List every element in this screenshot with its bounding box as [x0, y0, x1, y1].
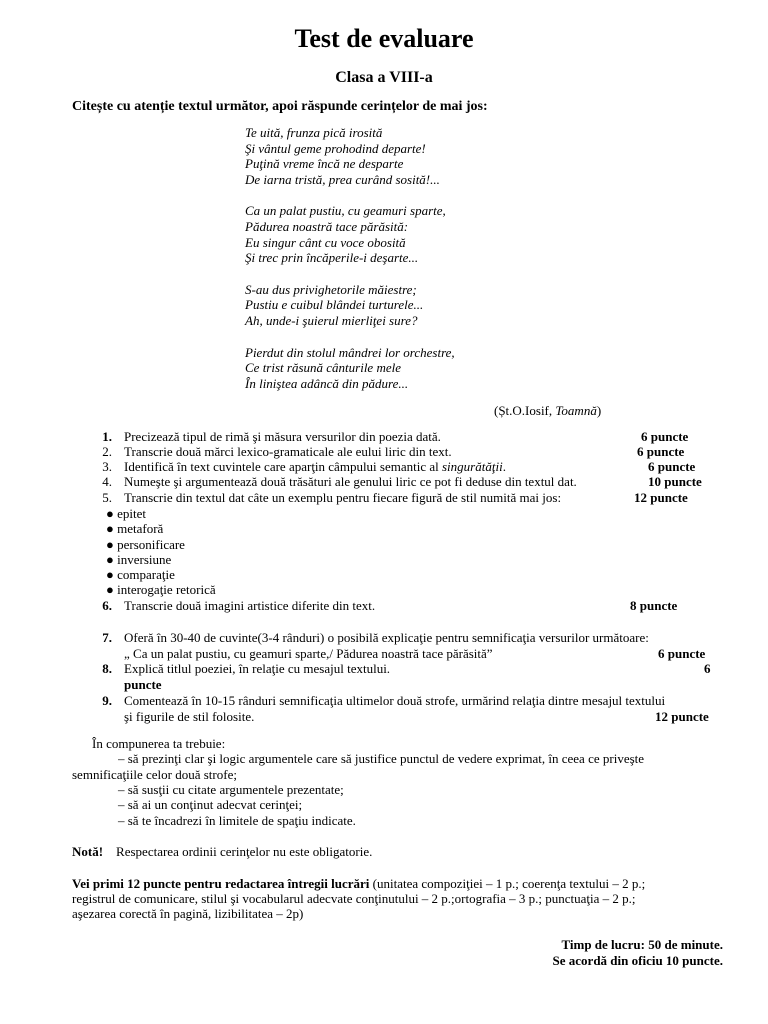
source-suffix: ) [596, 403, 602, 418]
poem-line: Eu singur cânt cu voce obosită [245, 234, 406, 250]
question-number: 1. [102, 429, 112, 444]
poem-line: Ah, unde-i şuierul mierliţei sure? [245, 312, 418, 328]
grading-line-3: aşezarea corectă în pagină, lizibilitatea – 2p) [72, 906, 304, 921]
source-work: Toamnă [555, 403, 597, 418]
instruction: Citește cu atenție textul următor, apoi răspunde cerințelor de mai jos: [72, 99, 488, 114]
poem-line: Şi vântul geme prohodind departe! [245, 140, 426, 156]
question-number: 5. [102, 490, 112, 505]
question-text: Transcrie două imagini artistice diferite din text. [124, 598, 376, 613]
question-points-value: 6 [704, 661, 711, 676]
requirements-intro: În compunerea ta trebuie: [92, 736, 226, 751]
grading-line-1 [72, 876, 645, 891]
poem-stanza [245, 203, 455, 265]
question-number: 2. [102, 444, 112, 459]
poem [245, 125, 455, 407]
grading-details: (unitatea compoziţiei – 1 p.; coerenţa textului – 2 p.; [369, 876, 646, 891]
poem-source [494, 403, 601, 419]
question-points: 6 puncte [637, 444, 685, 459]
question-text: Comentează în 10-15 rânduri semnificaţia ultimelor două strofe, urmărind relaţia dintre mesajul textului [124, 693, 666, 708]
requirement-item: – să te încadrezi în limitele de spaţiu indicate. [118, 813, 356, 828]
question-text: Transcrie două mărci lexico-gramaticale ale eului liric din text. [124, 444, 452, 459]
question-points: 12 puncte [655, 709, 709, 724]
question-number: 3. [102, 459, 112, 474]
question-points-unit: puncte [124, 677, 162, 692]
question-points: 6 puncte [648, 459, 696, 474]
poem-line: În liniştea adâncă din pădure... [245, 375, 409, 391]
question-text: Numeşte şi argumentează două trăsături ale genului liric ce pot fi deduse din textul dat. [124, 474, 577, 489]
poem-line: Te uită, frunza pică irosită [245, 125, 383, 140]
page-title: Test de evaluare [294, 24, 474, 53]
poem-line: Ca un palat pustiu, cu geamuri sparte, [245, 203, 446, 219]
question-text: Precizează tipul de rimă şi măsura versurilor din poezia dată. [124, 429, 441, 444]
figure-item: ● comparaţie [106, 567, 175, 582]
figure-item: ● inversiune [106, 552, 172, 567]
question-points: 6 puncte [641, 429, 689, 444]
question-number: 9. [102, 693, 112, 708]
figure-item: ● metaforă [106, 521, 164, 536]
question-number: 6. [102, 598, 112, 613]
question-text: Transcrie din textul dat câte un exemplu pentru fiecare figură de stil numită mai jos: [124, 490, 562, 505]
grading-bold: Vei primi 12 puncte pentru redactarea întregii lucrări [72, 876, 370, 891]
poem-line: Pădurea noastră tace părăsită: [245, 218, 409, 234]
poem-line: Puţină vreme încă ne desparte [245, 156, 404, 172]
requirement-item: – să prezinţi clar şi logic argumentele care să justifice punctul de vedere exprimat, în ceea ce priveşte [118, 751, 645, 766]
page-subtitle: Clasa a VIII-a [335, 69, 433, 86]
note [72, 844, 372, 859]
requirement-item: – să ai un conţinut adecvat cerinţei; [118, 797, 303, 812]
question-number: 4. [102, 474, 112, 489]
note-label: Notă! [72, 844, 104, 859]
figure-item: ● personificare [106, 537, 185, 552]
poem-line: Ce trist răsună cânturile mele [245, 360, 401, 376]
question-text: Oferă în 30-40 de cuvinte(3-4 rânduri) o posibilă explicaţie pentru semnificaţia versurilor următoare: [124, 630, 649, 645]
source-author: (Șt.O.Iosif, [494, 403, 556, 418]
poem-stanza [245, 345, 455, 392]
note-text: Respectarea ordinii cerinţelor nu este obligatorie. [116, 844, 373, 859]
office-points: Se acordă din oficiu 10 puncte. [552, 953, 723, 968]
poem-line: Pierdut din stolul mândrei lor orchestre, [245, 344, 455, 360]
poem-line: Pustiu e cuibul blândei turturele... [245, 297, 424, 313]
question-points: 12 puncte [634, 490, 688, 505]
requirement-item: – să susţii cu citate argumentele prezentate; [118, 782, 344, 797]
poem-stanza [245, 125, 455, 187]
question-number: 7. [102, 630, 112, 645]
question-text: Identifică în text cuvintele care aparţin câmpului semantic al singurătăţii. [124, 459, 506, 474]
poem-line: Şi trec prin încăperile-i deşarte... [245, 250, 419, 266]
figure-item: ● epitet [106, 506, 146, 521]
question-number: 8. [102, 661, 112, 676]
figure-item: ● interogaţie retorică [106, 582, 216, 597]
requirement-item-cont: semnificaţiile celor două strofe; [72, 767, 237, 782]
question-text-cont: şi figurile de stil folosite. [124, 709, 255, 724]
question-points: 6 puncte [658, 646, 706, 661]
question-quote: „ Ca un palat pustiu, cu geamuri sparte,/ Pădurea noastră tace părăsită” [124, 646, 493, 661]
question-text: Explică titlul poeziei, în relaţie cu mesajul textului. [124, 661, 391, 676]
question-points: 8 puncte [630, 598, 678, 613]
grading-line-2: registrul de comunicare, stilul şi vocabularul adecvate conţinutului – 2 p.;ortografia – 3 p.; punctuaţia – 2 p.; [72, 891, 636, 906]
question-points: 10 puncte [648, 474, 702, 489]
poem-line: De iarna tristă, prea curând sosită!... [245, 171, 440, 187]
work-time: Timp de lucru: 50 de minute. [561, 937, 723, 952]
poem-stanza [245, 282, 455, 329]
poem-line: S-au dus privighetorile măiestre; [245, 281, 417, 297]
